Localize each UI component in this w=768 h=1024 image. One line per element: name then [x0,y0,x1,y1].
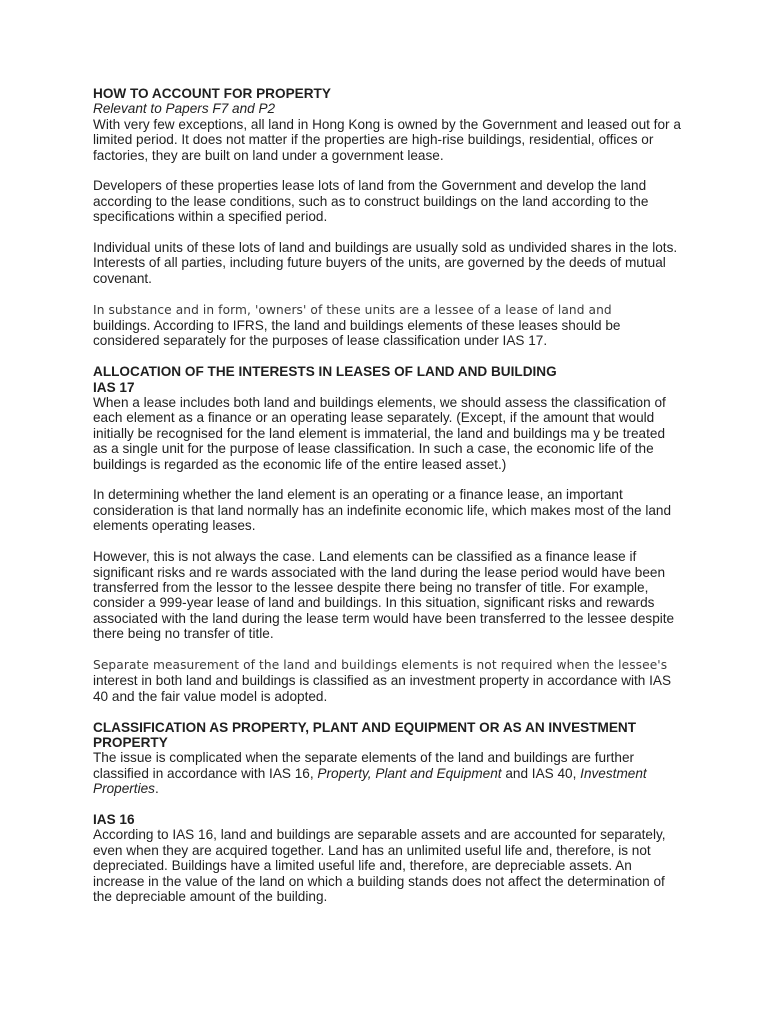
ias17-paragraph-4 [93,657,683,704]
intro-paragraph-4-text: buildings. According to IFRS, the land and buildings elements of these leases should be considered separately for the purposes of lease classification under IAS 17. [93,318,621,349]
document-title: HOW TO ACCOUNT FOR PROPERTY [93,86,331,101]
section-heading-allocation: ALLOCATION OF THE INTERESTS IN LEASES OF LAND AND BUILDING [93,364,557,380]
section-heading-ias16: IAS 16 [93,811,135,827]
ias16-paragraph: According to IAS 16, land and buildings are separable assets and are accounted for separately, even when they are acquired together. Land has an unlimited useful life and, therefore, is not depreciated. Buildings have a limited useful life and, therefore, are depreciable assets. An increase in the value of the land on which a building stands does not affect the determination of the depreciable amount of the building. [93,827,666,904]
ias17-paragraph-3: However, this is not always the case. Land elements can be classified as a finance lease if significant risks and re wards associated with the land during the lease period would have been transferred from the lessor to the lessee despite there being no transfer of title. For example, consider a 999-year lease of land and buildings. In this situation, significant risks and rewards associated with the land during the lease term would have been transferred to the lessee despite there being no transfer of title. [93,549,675,642]
document-subtitle: Relevant to Papers F7 and P2 [93,101,276,117]
scanned-line: In substance and in form, 'owners' of these units are a lessee of a lease of land and [93,302,612,317]
ias17-paragraph-4-text: interest in both land and buildings is classified as an investment property in accordance with IAS 40 and the fair value model is adopted. [93,673,672,704]
scanned-line: Separate measurement of the land and buildings elements is not required when the lessee's [93,657,668,672]
article-body [93,86,683,904]
section-subheading-ias17: IAS 17 [93,379,135,395]
classification-paragraph: The issue is complicated when the separate elements of the land and buildings are further classified in accordance with IAS 16, Property, Plant and Equipment and IAS 40, Investment Properties. [93,750,647,797]
intro-paragraph-2: Developers of these properties lease lots of land from the Government and develop the land according to the lease conditions, such as to construct buildings on the land according to the specifications within a specified period. [93,178,649,225]
intro-paragraph-1: With very few exceptions, all land in Hong Kong is owned by the Government and leased out for a limited period. It does not matter if the properties are high-rise buildings, residential, offices or factories, they are built on land under a government lease. [93,116,681,163]
ias17-paragraph-2: In determining whether the land element is an operating or a finance lease, an important consideration is that land normally has an indefinite economic life, which makes most of the land elements operating leases. [93,487,672,534]
ias17-paragraph-1: When a lease includes both land and buildings elements, we should assess the classification of each element as a finance or an operating lease separately. (Except, if the amount that would initially be recognised for the land element is immaterial, the land and buildings ma y be treated as a single unit for the purpose of lease classification. In such a case, the economic life of the buildings is regarded as the economic life of the entire leased asset.) [93,395,666,472]
section-heading-classification: CLASSIFICATION AS PROPERTY, PLANT AND EQUIPMENT OR AS AN INVESTMENT PROPERTY [93,719,637,750]
intro-paragraph-4 [93,302,683,349]
intro-paragraph-3: Individual units of these lots of land and buildings are usually sold as undivided shares in the lots. Interests of all parties, including future buyers of the units, are governed by the deeds of mutual covenant. [93,240,678,286]
